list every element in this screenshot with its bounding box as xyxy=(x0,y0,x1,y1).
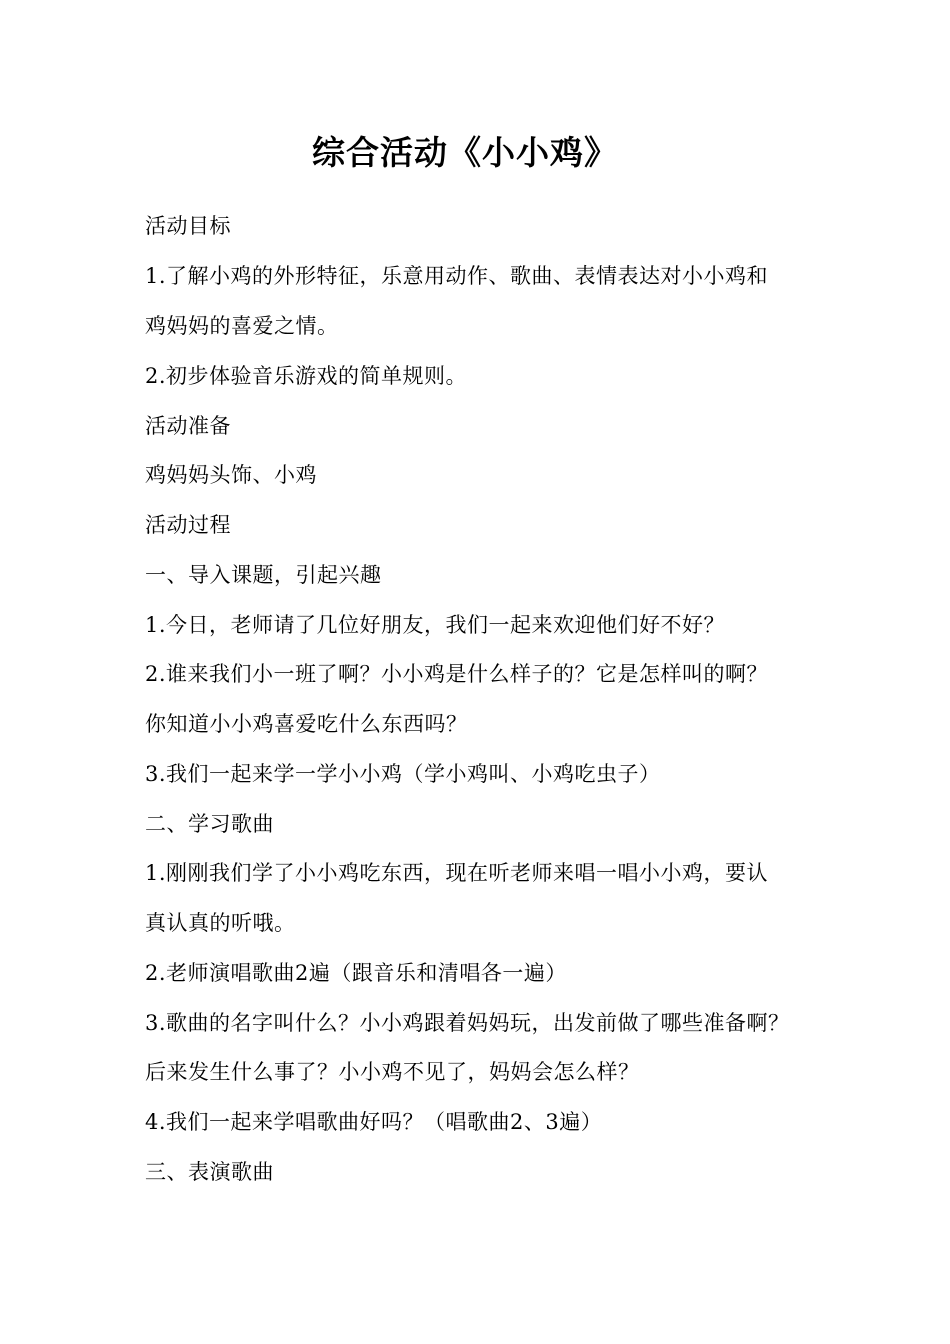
paragraph-line: 3.我们一起来学一学小小鸡（学小鸡叫、小鸡吃虫子） xyxy=(145,762,661,786)
paragraph-line: 2.老师演唱歌曲2遍（跟音乐和清唱各一遍） xyxy=(145,961,567,985)
paragraph-line: 你知道小小鸡喜爱吃什么东西吗？ xyxy=(145,712,468,736)
subheading-line: 二、学习歌曲 xyxy=(145,812,274,836)
subheading-line: 一、导入课题，引起兴趣 xyxy=(145,563,382,587)
paragraph-line: 鸡妈妈的喜爱之情。 xyxy=(145,314,339,338)
paragraph-line: 1.刚刚我们学了小小鸡吃东西，现在听老师来唱一唱小小鸡，要认 xyxy=(145,861,769,885)
paragraph-line: 4.我们一起来学唱歌曲好吗？（唱歌曲2、3遍） xyxy=(145,1110,603,1134)
paragraph-line: 鸡妈妈头饰、小鸡 xyxy=(145,463,317,487)
paragraph-line: 2.初步体验音乐游戏的简单规则。 xyxy=(145,364,468,388)
section-heading-process: 活动过程 xyxy=(145,513,231,537)
paragraph-line: 2.谁来我们小一班了啊？小小鸡是什么样子的？它是怎样叫的啊？ xyxy=(145,662,769,686)
paragraph-line: 3.歌曲的名字叫什么？小小鸡跟着妈妈玩，出发前做了哪些准备啊？ xyxy=(145,1011,790,1035)
paragraph-line: 后来发生什么事了？小小鸡不见了，妈妈会怎么样？ xyxy=(145,1060,640,1084)
paragraph-line: 1.今日，老师请了几位好朋友，我们一起来欢迎他们好不好？ xyxy=(145,613,726,637)
paragraph-line: 1.了解小鸡的外形特征，乐意用动作、歌曲、表情表达对小小鸡和 xyxy=(145,264,769,288)
subheading-line: 三、表演歌曲 xyxy=(145,1160,274,1184)
document-title: 综合活动《小小鸡》 xyxy=(312,133,618,172)
section-heading-goals: 活动目标 xyxy=(145,214,231,238)
section-heading-preparation: 活动准备 xyxy=(145,414,231,438)
paragraph-line: 真认真的听哦。 xyxy=(145,911,296,935)
